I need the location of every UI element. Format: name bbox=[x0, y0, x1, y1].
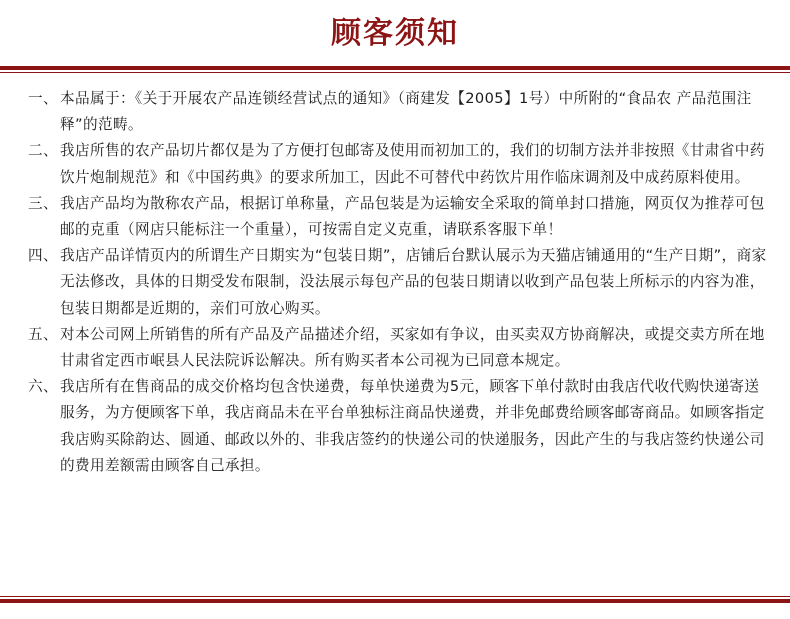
notice-item-4 bbox=[28, 243, 768, 322]
notice-marker: 四、 bbox=[28, 247, 58, 265]
notice-text: 本品属于：《关于开展农产品连锁经营试点的通知》（商建发【2005】1号）中所附的“食品农 产品范围注释”的范畴。 bbox=[60, 90, 752, 134]
page-title: 顾客须知 bbox=[331, 16, 459, 51]
notice-marker: 一、 bbox=[28, 90, 58, 107]
notice-text: 我店产品详情页内的所谓生产日期实为“包装日期”，店铺后台默认展示为天猫店铺通用的“生产日期”，商家无法修改，具体的日期受发布限制，没法展示每包产品的包装日期请以收到产品包装上所标示的内容为准，包装日期都是近期的，亲们可放心购买。 bbox=[60, 247, 767, 317]
notice-item-5 bbox=[28, 322, 768, 374]
notice-text: 我店所有在售商品的成交价格均包含快递费，每单快递费为5元，顾客下单付款时由我店代收代购快递寄送服务，为方便顾客下单，我店商品未在平台单独标注商品快递费，并非免邮费给顾客邮寄商品。如顾客指定我店购买除韵达、圆通、邮政以外的、非我店签约的快递公司的快递服务，因此产生的与我店签约快递公司的费用差额需由顾客自己承担。 bbox=[60, 378, 765, 474]
title-divider bbox=[0, 66, 790, 73]
notice-marker: 二、 bbox=[28, 142, 58, 160]
notice-item-3 bbox=[28, 191, 768, 243]
notice-text: 我店产品均为散称农产品，根据订单称量，产品包装是为运输安全采取的简单封口措施，网页仅为推荐可包邮的克重（网店只能标注一个重量），可按需自定义克重，请联系客服下单！ bbox=[60, 194, 765, 239]
notice-item-6 bbox=[28, 374, 768, 479]
notice-list bbox=[28, 86, 768, 479]
footer-divider bbox=[0, 596, 790, 603]
notice-item-1 bbox=[28, 86, 768, 138]
notice-marker: 六、 bbox=[28, 378, 58, 396]
notice-text: 我店所售的农产品切片都仅是为了方便打包邮寄及使用而初加工的，我们的切制方法并非按照《甘肃省中药饮片炮制规范》和《中国药典》的要求所加工，因此不可替代中药饮片用作临床调剂及中成药原料使用。 bbox=[60, 142, 765, 186]
notice-marker: 三、 bbox=[28, 194, 58, 212]
notice-text: 对本公司网上所销售的所有产品及产品描述介绍，买家如有争议，由买卖双方协商解决，或提交卖方所在地甘肃省定西市岷县人民法院诉讼解决。所有购买者本公司视为已同意本规定。 bbox=[60, 325, 765, 370]
notice-marker: 五、 bbox=[28, 325, 58, 343]
notice-item-2 bbox=[28, 138, 768, 190]
